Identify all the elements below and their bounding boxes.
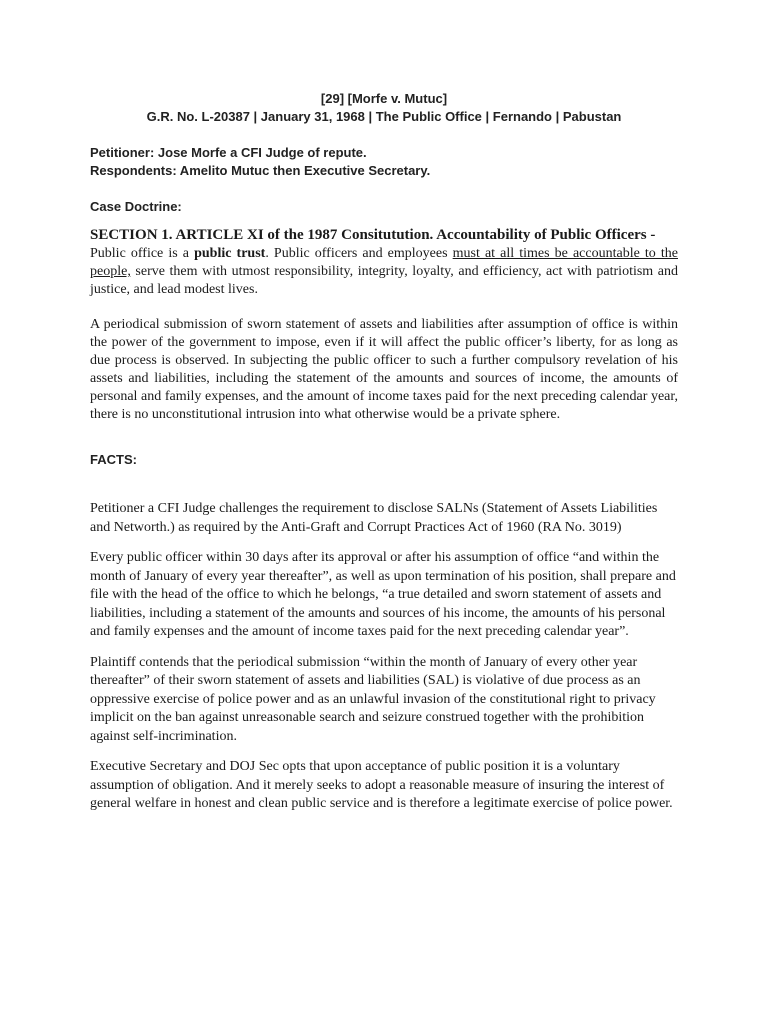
accountable-underline: must at all times be accountable to the people, (90, 246, 678, 279)
facts-label: FACTS: (90, 452, 137, 467)
facts-paragraph: Every public officer within 30 days after its approval or after his assumption of office “and within the month of January of every year thereafter”, as well as upon termination of his position, shall prepare and file with the head of the office to which he belongs, “a true detailed and sworn statement of assets and liabilities, including a statement of the amounts and sources of his income, the amounts of his personal and family expenses and the amount of income taxes paid for the next preceding calendar year”. (90, 550, 676, 639)
doctrine-paragraph: A periodical submission of sworn statement of assets and liabilities after assumption of office is within the power of the government to impose, even if it will affect the public officer’s liberty, for as long as due process is observed. In subjecting the public officer to such a further compulsory revelation of his assets and liabilities, including the statement of the amounts and sources of income, the amounts of personal and family expenses, and the amount of income taxes paid for the next preceding calendar year, there is no unconstitutional intrusion into what otherwise would be a private sphere. (90, 317, 678, 422)
respondents-line: Respondents: Amelito Mutuc then Executive Secretary. (90, 163, 431, 178)
petitioner-line: Petitioner: Jose Morfe a CFI Judge of repute. (90, 145, 367, 160)
case-title: [29] [Morfe v. Mutuc] (320, 91, 448, 106)
doctrine-label: Case Doctrine: (90, 199, 182, 214)
case-citation: G.R. No. L-20387 | January 31, 1968 | The Public Office | Fernando | Pabustan (146, 109, 622, 124)
section-text-e: serve them with utmost responsibility, integrity, loyalty, and efficiency, act with patriotism and justice, and lead modest lives. (90, 264, 678, 297)
facts-paragraph: Petitioner a CFI Judge challenges the requirement to disclose SALNs (Statement of Assets Liabilities and Networth.) as required by the Anti-Graft and Corrupt Practices Act of 1960 (RA No. 3019) (90, 501, 658, 535)
parties-block (90, 144, 678, 180)
facts-paragraph: Plaintiff contends that the periodical submission “within the month of January of every other year thereafter” of their sworn statement of assets and liabilities (SAL) is violative of due process as an oppressive exercise of police power and as an unlawful invasion of the constitutional right to privacy implicit on the ban against unreasonable search and seizure construed together with the prohibition against self-incrimination. (90, 654, 656, 744)
section-text-a: Public office is a (90, 246, 195, 261)
section-title: SECTION 1. ARTICLE XI of the 1987 Consitutution. Accountability of Public Officers - (90, 227, 656, 243)
section-block (90, 226, 678, 299)
facts-paragraph: Executive Secretary and DOJ Sec opts that upon acceptance of public position it is a voluntary assumption of obligation. And it merely seeks to adopt a reasonable measure of insuring the interest of general welfare in honest and clean public service and is therefore a legitimate exercise of police power. (90, 759, 673, 811)
case-header (90, 90, 678, 126)
section-text (90, 245, 678, 299)
document-page (90, 90, 678, 814)
public-trust-emphasis: public trust (194, 246, 266, 261)
section-text-c: . Public officers and employees (265, 246, 453, 261)
